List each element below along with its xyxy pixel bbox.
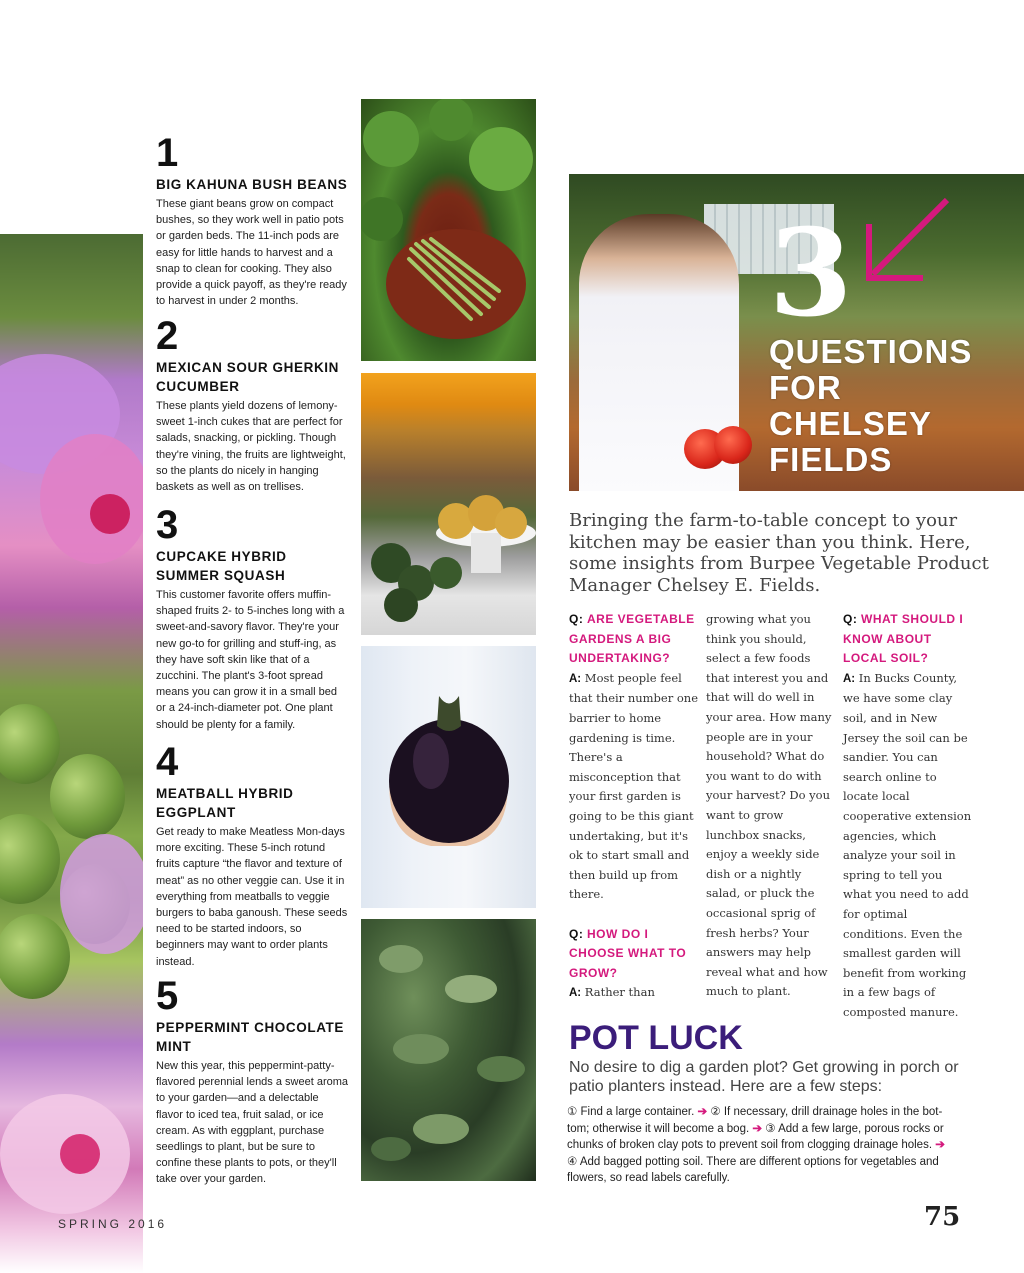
item-title: PEPPERMINT CHOCOLATE MINT: [156, 1020, 345, 1054]
squash-photo: [361, 373, 536, 635]
step-1: ① Find a large container.: [567, 1106, 695, 1118]
intro-paragraph: Bringing the farm-to-table concept to your kitchen may be easier than you think. Here, some insights from Burpee Vegetable Product Manager Chelsey E. Fields.: [569, 510, 989, 596]
tomato: [714, 426, 752, 464]
eggplant-illustration: [361, 646, 536, 908]
eggplant-photo: [361, 646, 536, 908]
item-3: [156, 505, 348, 733]
item-number: 2: [156, 314, 179, 358]
question-3: [843, 610, 973, 669]
item-title: MEXICAN SOUR GHERKIN CUCUMBER: [156, 360, 340, 394]
item-1: [156, 133, 348, 309]
hero-title-line: QUESTIONS: [769, 333, 973, 370]
hero-photo: [569, 174, 1024, 491]
item-2: [156, 316, 348, 495]
answer-text: Rather than: [584, 985, 655, 1000]
item-body: New this year, this peppermint-patty-flavored perennial lends a sweet aroma to your garden—and a delectable flavor to iced tea, fruit salad, or ice cream. As with eggplant, purchase seedlings to plant, but be sure to confine these plants to pots, or they'll take over your garden.: [156, 1060, 349, 1186]
answer-1: [569, 669, 699, 905]
step-3: ③ Add a few large, porous rocks or chunks of broken clay pots to prevent soil from clogging drainage holes.: [567, 1122, 944, 1151]
question-2: [569, 925, 699, 984]
potluck-steps: [567, 1104, 957, 1187]
qa-column-3: [843, 610, 973, 1022]
potluck-intro: No desire to dig a garden plot? Get growing in porch or patio planters instead. Here are a few steps:: [569, 1059, 959, 1095]
question-1: [569, 610, 699, 669]
arrow-right-icon: ➔: [935, 1139, 945, 1151]
qa-column-1: [569, 610, 699, 1004]
flower-photo: [0, 234, 143, 1273]
page-number: 75: [924, 1202, 961, 1232]
item-title: CUPCAKE HYBRID SUMMER SQUASH: [156, 549, 287, 583]
big-number-three: 3: [769, 203, 853, 344]
hero-title: [769, 334, 972, 478]
mint-photo: [361, 919, 536, 1181]
item-title: BIG KAHUNA BUSH BEANS: [156, 177, 348, 192]
mint-illustration: [361, 919, 536, 1181]
q-label: Q:: [569, 926, 584, 941]
answer-2-start: [569, 983, 699, 1004]
beans-photo: [361, 99, 536, 361]
squash-illustration: [361, 373, 536, 635]
step-4: ④ Add bagged potting soil. There are different options for vegetables and flowers, so read labels carefully.: [567, 1155, 939, 1184]
hero-title-line: FOR: [769, 369, 842, 406]
a-label: A:: [569, 987, 582, 1000]
item-number: 5: [156, 974, 179, 1018]
item-body: Get ready to make Meatless Mon-days more exciting. These 5-inch rotund fruits capture “the flavor and texture of meat” as no other veggie can. Use it in everything from meatballs to veggie burgers to baba ganoush. These seeds need to be started indoors, so beginners may want to order plants instead.: [156, 826, 348, 968]
item-body: These plants yield dozens of lemony-sweet 1-inch cukes that are perfect for salads, snacking, or pickling. Though they're vining, the fruits are lightweight, so the plants do nicely in hanging baskets as well as on trellises.: [156, 400, 346, 494]
item-number: 4: [156, 740, 179, 784]
item-body: This customer favorite offers muffin-shaped fruits 2- to 5-inches long with a sweet-and-savory flavor. They're your new go-to for grilling and stuff-ing, as they have soft skin like that of a zucchini. The plant's 3-foot spread means you can grow it in a small bed or a 24-inch-diameter pot. One plant should be plenty for a family.: [156, 589, 345, 731]
item-title: MEATBALL HYBRID EGGPLANT: [156, 786, 294, 820]
item-body: These giant beans grow on compact bushes, so they work well in patio pots or garden beds. The 11-inch pods are easy for little hands to harvest and a snap to clean for cooking. They also provide a quick payoff, as they're ready to harvest in under 2 months.: [156, 198, 347, 308]
question-text: ARE VEGETABLE GARDENS A BIG UNDERTAKING?: [569, 612, 695, 666]
a-label: A:: [569, 672, 582, 685]
item-number: 1: [156, 131, 179, 175]
footer-season: SPRING 2016: [58, 1217, 168, 1231]
answer-text: In Bucks County, we have some clay soil, and in New Jersey the soil can be sandier. You can search online to locate local cooperative extension agencies, which analyze your soil in spring to tell you what you need to add for optimal conditions. Even the smallest garden will benefit from working in a few bags of composted manure.: [843, 670, 972, 1019]
hero-title-line: CHELSEY: [769, 405, 932, 442]
item-number: 3: [156, 503, 179, 547]
answer-2-continued: growing what you think you should, select a few foods that interest you and that will do well in your area. How many people are in your household? What do you want to do with your harvest? Do you want to grow lunchbox snacks, enjoy a weekly side dish or a nightly salad, or pluck the occasional sprig of fresh herbs? Your answers may help reveal what and how much to plant.: [706, 612, 832, 999]
item-5: [156, 976, 348, 1188]
hero-title-line: FIELDS: [769, 441, 893, 478]
answer-text: Most people feel that their number one barrier to home gardening is time. There's a misconception that your first garden is going to be this giant undertaking, but it's ok to start small and then build up from there.: [569, 670, 698, 902]
answer-3: [843, 669, 973, 1023]
beans-illustration: [361, 99, 536, 361]
item-4: [156, 742, 348, 970]
step-2: ② If necessary, drill drainage holes in the bot-tom; otherwise it will become a bog.: [567, 1106, 943, 1135]
q-label: Q:: [569, 612, 584, 626]
potluck-title: POT LUCK: [569, 1019, 743, 1057]
arrow-right-icon: ➔: [697, 1106, 708, 1118]
qa-column-2: [706, 610, 836, 1002]
question-text: HOW DO I CHOOSE WHAT TO GROW?: [569, 926, 687, 980]
a-label: A:: [843, 672, 856, 685]
arrow-down-left-icon: [859, 194, 954, 289]
q-label: Q:: [843, 612, 858, 626]
arrow-right-icon: ➔: [752, 1122, 763, 1135]
question-text: WHAT SHOULD I KNOW ABOUT LOCAL SOIL?: [843, 612, 964, 666]
